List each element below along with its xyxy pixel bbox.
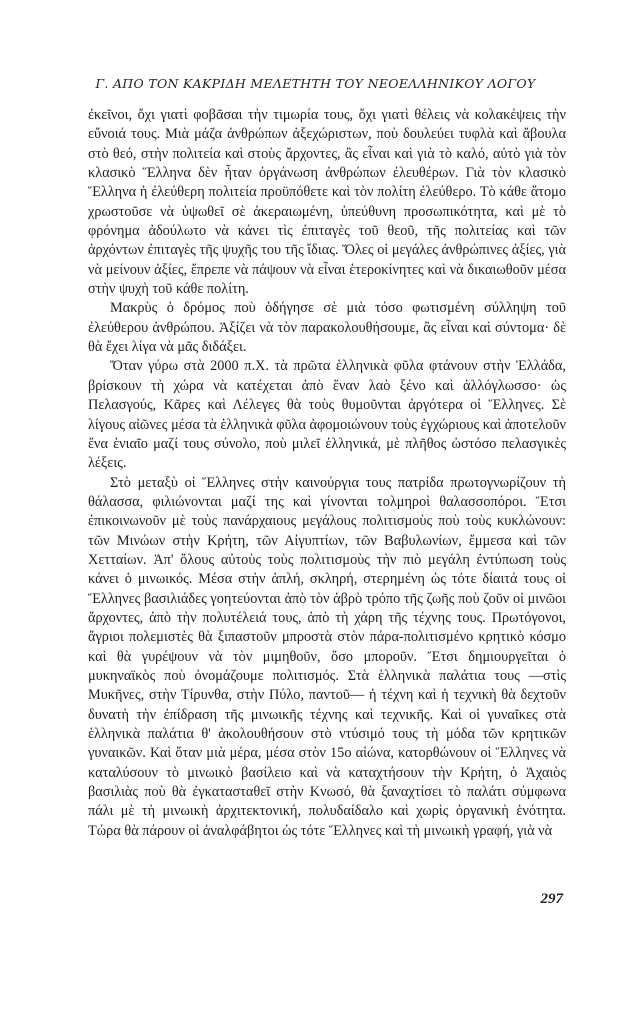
paragraph: Μακρὺς ὁ δρόμος ποὺ ὁδήγησε σὲ μιὰ τόσο φωτισμένη σύλληψη τοῦ ἐλεύθερου ἀνθρώπου. Ἀξίζει νὰ τὸν παρακολουθήσουμε, ἂς εἶναι καὶ σύντομα· δὲ θὰ ἔχει λίγα νὰ μᾶς διδάξει. bbox=[88, 300, 566, 356]
body-text bbox=[88, 106, 566, 841]
running-head: Γ. ΑΠΟ ΤΟΝ ΚΑΚΡΙΔΗ ΜΕΛΕΤΗΤΗ ΤΟΥ ΝΕΟΕΛΛΗΝΙΚΟΥ ΛΟΓΟΥ bbox=[95, 76, 536, 91]
page-number: 297 bbox=[540, 891, 563, 907]
paragraph-continuation: ἐκεῖνοι, ὄχι γιατὶ φοβᾶσαι τὴν τιμωρία τους, ὄχι γιατὶ θέλεις νὰ κολακέψεις τὴν εὔνοιά τους. Μιὰ μάζα ἀνθρώπων ἀξεχώριστων, ποὺ δουλεύει τυφλὰ καὶ ἄβουλα στὸ θεό, στὴν πολιτεία καὶ στοὺς ἄρχοντες, ἂς εἶναι καὶ γιὰ τὸ καλό, αὐτὸ γιὰ τὸν κλασικὸ Ἕλληνα δὲν ἦταν ὀργάνωση ἀνθρώπων ἐλευθέρων. Γιὰ τὸν κλασικὸ Ἕλληνα ἡ ἐλεύθερη πολιτεία προϋπόθετε καὶ τὸν πολίτη ἐλεύθερο. Τὸ κάθε ἄτομο χρωστοῦσε νὰ ὑψωθεῖ σὲ ἀκεραιωμένη, ὑπεύθυνη προσωπικότητα, καὶ μὲ τὸ φρόνημα ἀδούλωτο νὰ κάνει τὶς ἐπιταγὲς τοῦ θεοῦ, τῆς πολιτείας καὶ τῶν ἀρχόντων ἐπιταγὲς τῆς ψυχῆς του τῆς ἴδιας. Ὅλες οἱ μεγάλες ἀνθρώπινες ἀξίες, γιὰ νὰ μείνουν ἀξίες, ἔπρεπε νὰ πάψουν νὰ εἶναι ἑτεροκίνητες καὶ νὰ δικαιωθοῦν μέσα στὴν ψυχὴ τοῦ κάθε πολίτη. bbox=[88, 107, 566, 298]
paragraph: Στὸ μεταξὺ οἱ Ἕλληνες στὴν καινούργια τους πατρίδα πρωτογνωρίζουν τὴ θάλασσα, φιλιώνονται μαζί της καὶ γίνονται τολμηροὶ θαλασσοπόροι. Ἔτσι ἐπικοινωνοῦν μὲ τοὺς πανάρχαιους μεγάλους πολιτισμοὺς ποὺ τοὺς κυκλώνουν: τῶν Μινώων στὴν Κρήτη, τῶν Αἰγυπτίων, τῶν Βαβυλωνίων, ἔμμεσα καὶ τῶν Χετταίων. Ἀπ' ὅλους αὐτοὺς τοὺς πολιτισμοὺς τὴν πιὸ μεγάλη ἐντύπωση τοὺς κάνει ὁ μινωικός. Μέσα στὴν ἁπλή, σκληρή, στερημένη ὡς τότε δίαιτά τους οἱ Ἕλληνες βασιλιάδες γοητεύονται ἀπὸ τὸν ἁβρὸ τρόπο τῆς ζωῆς ποὺ ζοῦν οἱ μινῶοι ἄρχοντες, ἀπὸ τὴν πολυτέλειά τους, ἀπὸ τὴ χάρη τῆς τέχνης τους. Πρωτόγονοι, ἄγριοι πολεμιστὲς θὰ ξιπαστοῦν μπροστὰ στὸν πάρα-πολιτισμένο κρητικὸ κόσμο καὶ θὰ γυρέψουν νὰ τὸν μιμηθοῦν, ὅσο μποροῦν. Ἔτσι δημιουργεῖται ὁ μυκηναϊκὸς ποὺ ὀνομάζουμε πολιτισμός. Στὰ ἑλληνικὰ παλάτια τους —στὶς Μυκῆνες, στὴν Τίρυνθα, στὴν Πύλο, παντοῦ— ἡ τέχνη καὶ ἡ τεχνικὴ θὰ δεχτοῦν δυνατὴ τὴν ἐπίδραση τῆς μινωικῆς τέχνης καὶ τεχνικῆς. Καὶ οἱ γυναῖκες στὰ ἑλληνικὰ παλάτια θ' ἀκολουθήσουν στὸ ντύσιμό τους τὴ μόδα τῶν κρητικῶν γυναικῶν. Καὶ ὅταν μιὰ μέρα, μέσα στὸν 15ο αἰώνα, κατορθώνουν οἱ Ἕλληνες νὰ καταλύσουν τὸ μινωικὸ βασίλειο καὶ νὰ καταχτήσουν τὴν Κρήτη, ὁ Ἀχαιὸς βασιλιὰς ποὺ θὰ ἐγκατασταθεῖ στὴν Κνωσό, θὰ ξαναχτίσει τὸ παλάτι σύμφωνα πάλι μὲ τὴ μινωικὴ ἀρχιτεκτονική, πολυδαίδαλο καὶ χωρὶς ὀργανικὴ ἑνότητα. Τώρα θὰ πάρουν οἱ ἀναλφάβητοι ὡς τότε Ἕλληνες καὶ τὴ μινωικὴ γραφή, γιὰ νὰ bbox=[88, 474, 566, 839]
paragraph: Ὅταν γύρω στὰ 2000 π.Χ. τὰ πρῶτα ἑλληνικὰ φῦλα φτάνουν στὴν Ἑλλάδα, βρίσκουν τὴ χώρα νὰ κατέχεται ἀπὸ ἕναν λαὸ ξένο καὶ ἀλλόγλωσσο· ὡς Πελασγούς, Κᾶρες καὶ Λέλεγες θὰ τοὺς θυμοῦνται ἀργότερα οἱ Ἕλληνες. Σὲ λίγους αἰῶνες μέσα τὰ ἑλληνικὰ φῦλα ἀφομοιώνουν τοὺς ἐγχώριους καὶ ἀποτελοῦν ἕνα ἑνιαῖο μαζί τους σύνολο, ποὺ μιλεῖ ἑλληνικά, μὲ πλῆθος ὡστόσο πελασγικὲς λέξεις. bbox=[88, 358, 566, 472]
